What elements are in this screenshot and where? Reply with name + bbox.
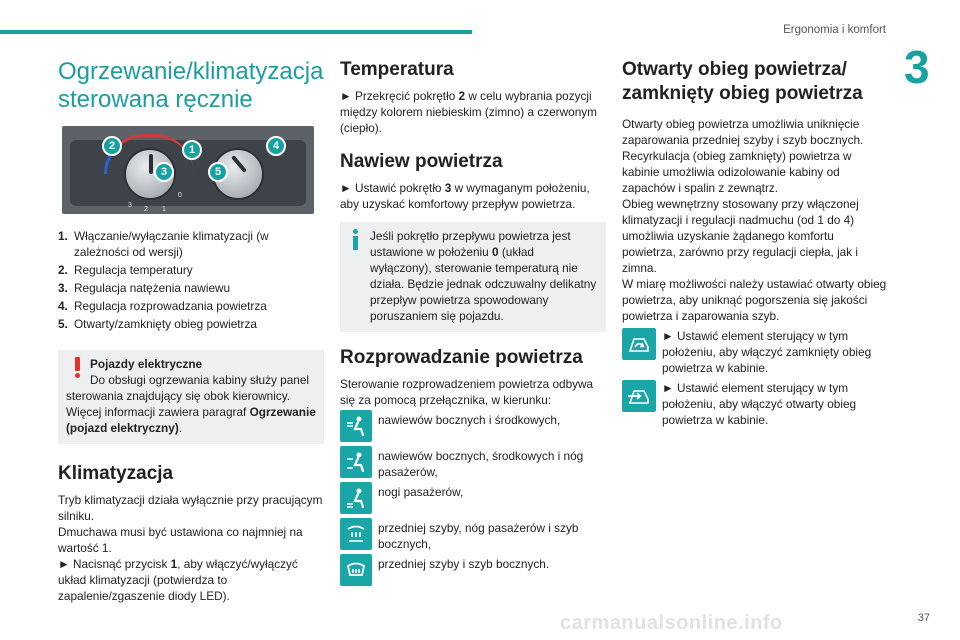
paragraph: Recyrkulacja (obieg zamknięty) powietrza w kabinie umożliwia odizolowanie kabiny od zapachów i spalin z zewnątrz. (622, 149, 852, 195)
info-icon (352, 229, 358, 250)
warning-icon (74, 357, 81, 377)
watermark: carmanualsonline.info (560, 612, 783, 634)
fan-tick-label: 0 (178, 192, 182, 199)
column-2 (340, 58, 606, 588)
callout-badge: 3 (154, 162, 174, 182)
instruction: ► Przekręcić pokrętło 2 w celu wybrania pozycji między kolorem niebieskim (zimno) a czerwonym (ciepło). (340, 89, 597, 135)
recirculation-closed-row: ► Ustawić element sterujący w tym położeniu, aby włączyć zamknięty obieg powietrza w kabinie. (622, 328, 890, 376)
section-title-rozprowadzanie: Rozprowadzanie powietrza (340, 347, 583, 368)
warning-box-electric (58, 350, 324, 444)
warning-line: Do obsługi ogrzewania kabiny służy panel (90, 373, 310, 387)
distribution-option: nawiewów bocznych, środkowych i nóg pasażerów, (340, 446, 606, 480)
paragraph: Dmuchawa musi być ustawiona co najmniej na wartość 1. (58, 525, 303, 555)
section-title-klimatyzacja: Klimatyzacja (58, 463, 174, 484)
paragraph: Otwarty obieg powietrza umożliwia uniknięcie zaparowania przedniej szyby i szyb bocznych. (622, 117, 864, 147)
legend-item: 5. Otwarty/zamknięty obieg powietrza (58, 317, 257, 331)
chapter-header-title: Ergonomia i komfort (783, 24, 886, 36)
distribution-option: przedniej szyby i szyb bocznych. (340, 554, 606, 588)
callout-badge: 2 (102, 136, 122, 156)
info-text: Jeśli pokrętło przepływu powietrza jest ustawione w położeniu 0 (układ wyłączony), sterowanie temperaturą nie działa. Będzie jednak odczuwalny delikatny przepływ powietrza spowodowany poruszaniem się pojazdu. (370, 229, 597, 323)
paragraph: Tryb klimatyzacji działa wyłącznie przy pracującym silniku. (58, 493, 323, 523)
section-title-obieg: Otwarty obieg powietrza/ zamknięty obieg powietrza (622, 59, 863, 104)
section-title-heating: Ogrzewanie/klimatyzacja sterowana ręcznie (58, 58, 324, 113)
windscreen-side-icon (340, 554, 372, 586)
fan-tick-label: 1 (162, 206, 166, 213)
column-3 (622, 58, 890, 428)
legend-item: 1. Włączanie/wyłączanie klimatyzacji (w zależności od wersji) (58, 229, 269, 259)
chapter-number: 3 (904, 41, 930, 93)
recirculation-open-icon (622, 380, 656, 412)
section-title-nawiew: Nawiew powietrza (340, 151, 503, 172)
column-1 (58, 58, 324, 604)
feet-vents-icon (340, 482, 372, 514)
paragraph: Obieg wewnętrzny stosowany przy włączonej klimatyzacji i regulacji nadmuchu (od 1 do 4) umożliwia uzyskanie żądanego komfortu powietrza, zarówno przy regulacji ciepła, jak i zimna. (622, 197, 859, 275)
control-panel-photo (62, 126, 314, 214)
warning-text: sterowania znajdujący się obok kierownicy. Więcej informacji zawiera paragraf Ogrzewanie (pojazd elektryczny). (66, 389, 316, 435)
section-title-temperatura: Temperatura (340, 59, 454, 80)
legend-item: 3. Regulacja natężenia nawiewu (58, 281, 231, 295)
callout-badge: 4 (266, 136, 286, 156)
distribution-option: nawiewów bocznych i środkowych, (340, 410, 606, 444)
distribution-option: przedniej szyby, nóg pasażerów i szyb bocznych, (340, 518, 606, 552)
callout-badge: 5 (208, 162, 228, 182)
windscreen-feet-side-icon (340, 518, 372, 550)
warning-title: Pojazdy elektryczne (90, 357, 203, 371)
legend-list (58, 228, 324, 332)
paragraph: Sterowanie rozprowadzeniem powietrza odbywa się za pomocą przełącznika, w kierunku: (340, 377, 594, 407)
legend-item: 2. Regulacja temperatury (58, 263, 193, 277)
instruction: ► Ustawić pokrętło 3 w wymaganym położeniu, aby uzyskać komfortowy przepływ powietrza. (340, 181, 590, 211)
distribution-option: nogi pasażerów, (340, 482, 606, 516)
instruction: ► Nacisnąć przycisk 1, aby włączyć/wyłączyć układ klimatyzacji (potwierdza to zapalenie/zgaszenie diody LED). (58, 557, 298, 603)
recirculation-closed-icon (622, 328, 656, 360)
face-feet-vents-icon (340, 446, 372, 478)
info-box (340, 222, 606, 332)
legend-item: 4. Regulacja rozprowadzania powietrza (58, 299, 267, 313)
header-accent-bar (0, 30, 472, 34)
face-vents-icon (340, 410, 372, 442)
callout-badge: 1 (182, 140, 202, 160)
paragraph: W miarę możliwości należy ustawiać otwarty obieg powietrza, aby uniknąć pogorszenia się jakości powietrza i zaparowania szyb. (622, 277, 887, 323)
fan-tick-label: 2 (144, 206, 148, 213)
recirculation-open-row: ► Ustawić element sterujący w tym położeniu, aby włączyć otwarty obieg powietrza w kabinie. (622, 380, 890, 428)
fan-tick-label: 3 (128, 202, 132, 209)
page-number: 37 (917, 612, 930, 624)
